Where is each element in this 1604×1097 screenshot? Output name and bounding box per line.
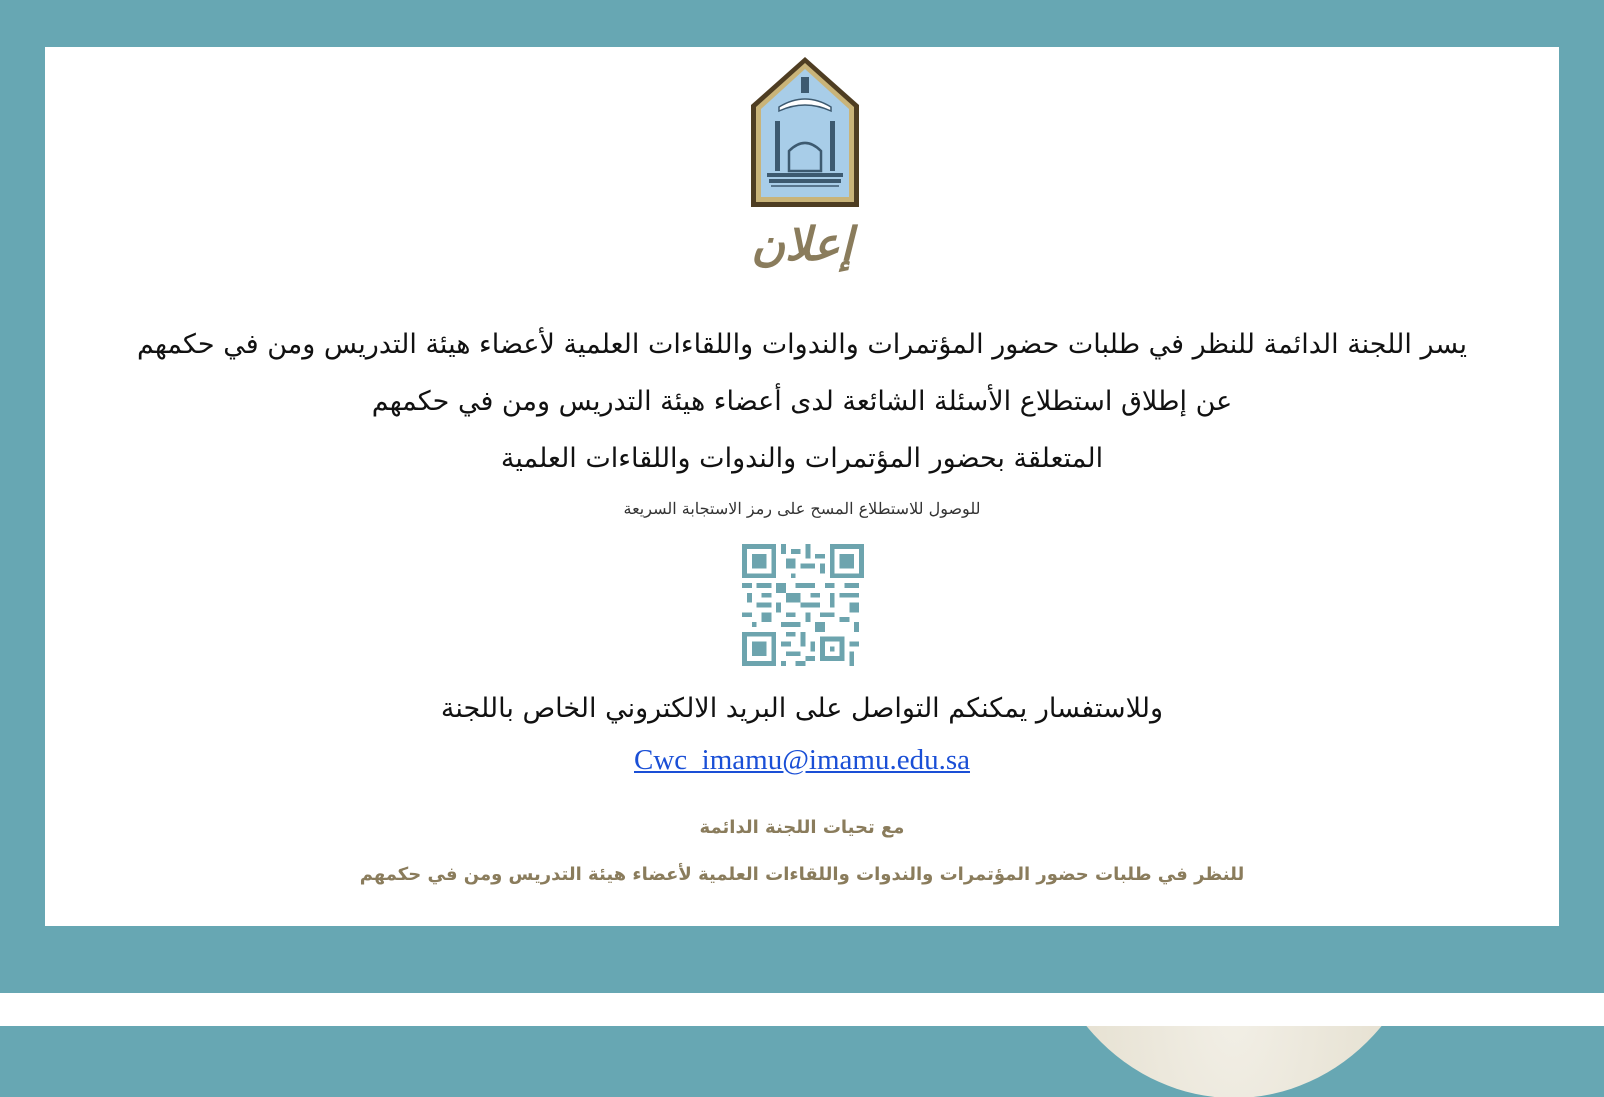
decorative-bowl-shape [1036, 1026, 1432, 1097]
white-gap [0, 993, 1604, 1026]
closing-line-2: للنظر في طلبات حضور المؤتمرات والندوات واللقاءات العلمية لأعضاء هيئة التدريس ومن في حكمهم [359, 864, 1245, 885]
contact-text: وللاستفسار يمكنكم التواصل على البريد الالكتروني الخاص باللجنة [440, 693, 1164, 724]
announcement-line-1: يسر اللجنة الدائمة للنظر في طلبات حضور المؤتمرات والندوات واللقاءات العلمية لأعضاء هيئة التدريس ومن في حكمهم [137, 329, 1467, 360]
announcement-card [45, 47, 1559, 926]
announcement-line-2: عن إطلاق استطلاع الأسئلة الشائعة لدى أعضاء هيئة التدريس ومن في حكمهم [371, 386, 1233, 417]
email-link[interactable]: Cwc_imamu@imamu.edu.sa [634, 744, 970, 776]
scan-hint: للوصول للاستطلاع المسح على رمز الاستجابة السريعة [623, 499, 981, 518]
announcement-line-3: المتعلقة بحضور المؤتمرات والندوات واللقاءات العلمية [500, 443, 1104, 474]
announcement-heading: إعلان [751, 217, 853, 271]
closing-line-1: مع تحيات اللجنة الدائمة [699, 817, 905, 838]
bottom-band [0, 1026, 1604, 1097]
qr-code-icon[interactable] [742, 544, 864, 666]
university-emblem-icon [749, 55, 861, 209]
